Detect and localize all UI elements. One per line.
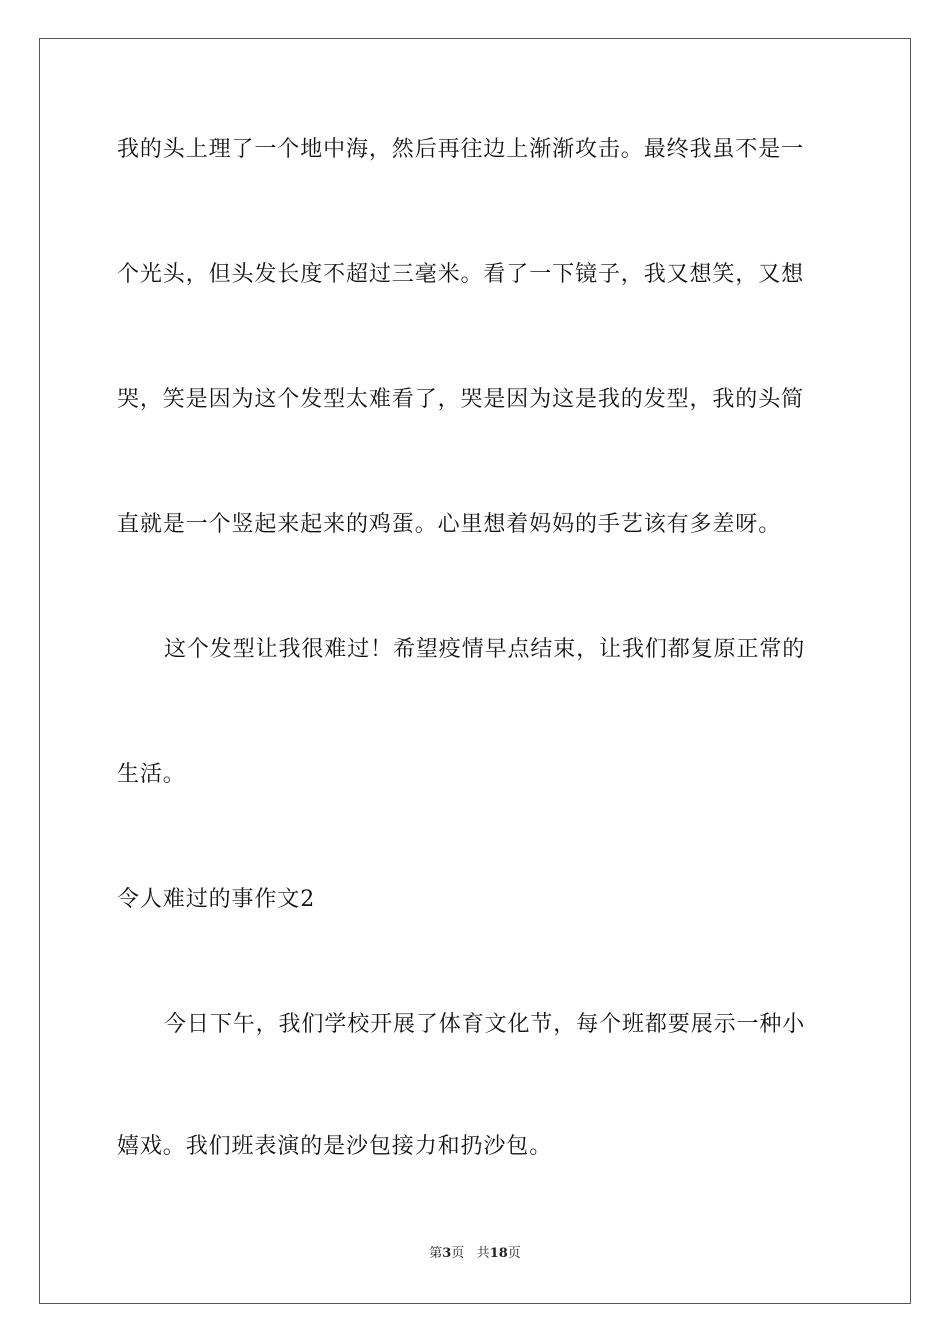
paragraph-line: 直就是一个竖起来起来的鸡蛋。心里想着妈妈的手艺该有多差呀。	[117, 512, 782, 537]
paragraph-line: 嬉戏。我们班表演的是沙包接力和扔沙包。	[117, 1134, 553, 1159]
footer-prefix: 第	[429, 1246, 443, 1261]
footer-total-prefix: 共	[476, 1246, 490, 1261]
footer-page-suffix: 页	[451, 1246, 465, 1261]
paragraph-line: 个光头，但头发长度不超过三毫米。看了一下镜子，我又想笑，又想	[117, 262, 805, 287]
paragraph-line: 这个发型让我很难过！希望疫情早点结束，让我们都复原正常的	[164, 637, 806, 662]
paragraph-line: 今日下午，我们学校开展了体育文化节，每个班都要展示一种小	[164, 1012, 806, 1037]
paragraph-line: 哭，笑是因为这个发型太难看了，哭是因为这是我的发型，我的头简	[117, 387, 805, 412]
page-footer	[0, 1244, 950, 1264]
footer-current-page: 3	[442, 1246, 452, 1261]
paragraph-line: 我的头上理了一个地中海，然后再往边上渐渐攻击。最终我虽不是一	[117, 137, 805, 162]
footer-total-suffix: 页	[507, 1246, 521, 1261]
page-frame	[39, 38, 911, 1304]
paragraph-line: 生活。	[117, 762, 186, 787]
footer-total-pages: 18	[489, 1246, 508, 1261]
section-heading: 令人难过的事作文2	[117, 887, 316, 912]
